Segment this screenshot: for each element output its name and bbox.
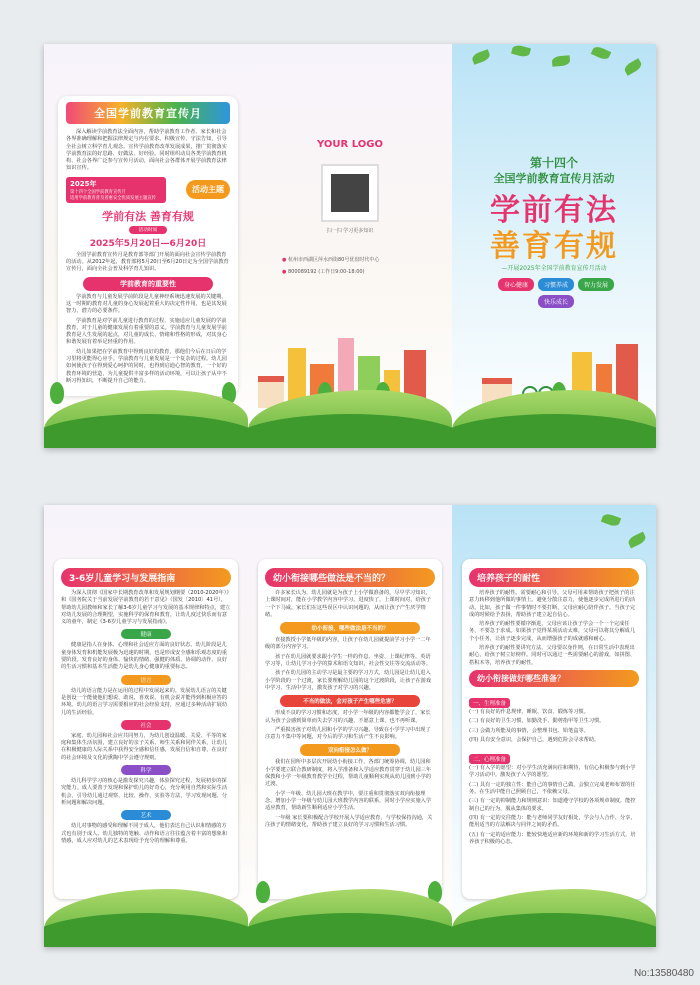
tag-health: 身心健康 bbox=[498, 278, 534, 291]
transition-text-2: 孩子在幼儿园就要求跟小学生一样的作息、坐姿、上课纪律等。英语学习等，让幼儿学习小学的算术和语文知识，社会性交往等交流活动等。 bbox=[265, 653, 432, 668]
inner-middle-panel bbox=[248, 505, 452, 947]
cover-subtitle: —开展2025年全国学前教育宣传月活动 bbox=[501, 265, 607, 272]
transition-text-8: 一年级 家长要积极配合学校开展入学适应教育，与学校保持沟通，关注孩子的情绪变化，帮助孩子建立良好的学习习惯和生活习惯。 bbox=[265, 814, 433, 828]
importance-paragraph-3: 幼儿如果把在学前教育中得到良好的教育，那他们今后在日后的学习里将更能得心应手。学前教育与儿童发展是一个复杂的过程。幼儿园如何使孩子在得到爱心呵护的同时，也得到启迪心智的教育，一个好的教育环境的营造，为儿童提供丰富多样的活动环境，可以让孩子从中不断习得知识，不断提升自己的能力。 bbox=[66, 348, 227, 384]
section-text-health: 健康是指人在身体、心理和社会适应方面的良好状态。幼儿阶段是儿童身体发育和机能发展极为迅速的时期，也是形成安全感和乐观态度的重要阶段。发育良好的身体、愉快的情绪、强健的体质、协调的动作、良好的生活习惯和基本生活能力是幼儿身心健康的重要标志。 bbox=[61, 642, 228, 671]
importance-paragraph-2: 学前教育是对学前儿童进行教育的过程，实施适应儿童发展的学前教育，对于儿童的健康发展有着重要的意义。学前教育与儿童发展学前教育是人生发展的起点，对儿童的成长、情绪和性格的形成，对其身心和谐发展有着举足轻重的作用。 bbox=[66, 317, 227, 346]
brochure-inner-side bbox=[44, 505, 656, 947]
slogan: 学前有法 善育有规 bbox=[102, 209, 194, 223]
section-label-social: 社会 bbox=[121, 720, 171, 730]
qr-code bbox=[321, 164, 379, 222]
section-text-language: 幼儿的语言能力是在运用的过程中发展起来的。发展幼儿语言的关键是创设一个能使他们想说、敢说、喜欢说、有机会说并能得到积极应答的环境。幼儿的语言学习需要相应的社会经验支持，应通过多种活动扩展幼儿的生活经验。 bbox=[61, 687, 228, 716]
leaf-decoration bbox=[591, 45, 612, 62]
location-icon: ● bbox=[282, 257, 287, 263]
cover-line1: 第十四个 bbox=[529, 156, 578, 170]
grass-hill bbox=[44, 913, 248, 947]
qr-caption: 扫一扫 学习更多知识 bbox=[326, 228, 374, 234]
tree bbox=[50, 382, 64, 404]
guide-intro: 为深入贯彻《国家中长期教育改革和发展规划纲要（2010-2020年）》和《国务院关于当前发展学前教育的若干意见》（国发〔2010〕41号），帮助幼儿园教师和家长了解3-6岁儿童学习与发展的基本规律和特点，建立对幼儿发展的合理期望，实施科学的保育和教育，让幼儿度过快乐而有意义的童年，制定《3-6岁儿童学习与发展指南》。 bbox=[61, 590, 231, 626]
patience-text-1: 培养孩子的耐性。需要耐心和引导。父母可用来帮助孩子把孩子的注意力转移到他所做的事情上。避免分散注意力，使他逐步完成所进行的活动。比如，孩子做一件事情时不要打断，父母应耐心陪伴孩子。当孩子完成的时候给予表扬，帮助孩子建立起自信心。 bbox=[469, 590, 636, 618]
brochure-outer-side bbox=[44, 44, 656, 448]
leaf-decoration bbox=[471, 49, 491, 65]
cover-big-title-2: 善育有规 bbox=[490, 229, 618, 264]
mental-prep-label: 二、心理准备 bbox=[469, 754, 510, 764]
leaf-decoration bbox=[623, 58, 644, 76]
leaf-decoration bbox=[552, 55, 571, 67]
inner-right-panel bbox=[452, 505, 656, 947]
transition-text-7: 小学一年级、幼儿园大班在教学中，要注重和贯彻落实双向衔接理念，增加小学一年级与幼儿园大班教学内容的联系，同时小学应实施入学适应教育，帮助新生顺利适应小学生活。 bbox=[265, 790, 432, 812]
patience-heading: 培养孩子的耐性 bbox=[469, 568, 639, 587]
tag-intelligence: 智力发展 bbox=[578, 278, 614, 291]
transition-text-4: 形成不良的学习习惯和态度，对小学一年级的内容都能学会了，家长认为孩子会感到简单而失去学习的兴趣，不愿意上课，也不再听课。 bbox=[265, 710, 431, 724]
subheading-1: 幼小衔接，哪些做法是不当的？ bbox=[280, 622, 420, 634]
mental-item-2: (二) 具有一定的独立性：能自己的事情自己做，会独立完成老师布置的任务。在生活中能自己照顾自己，不依赖父母。 bbox=[469, 781, 636, 796]
mental-item-1: (一) 有入学的愿望：对小学生活充满向往和期待，有信心积极参与到小学学习活动中。激发孩子入学的愿望。 bbox=[469, 765, 636, 779]
section-text-science: 幼儿科学学习的核心是激发探究兴趣，体验探究过程，发展初步的探究能力。成人要善于发现和保护幼儿的好奇心，充分利用自然和实际生活机会，引导幼儿通过观察、比较、操作、实验等方法，学习发现问题、分析问题和解决问题。 bbox=[61, 778, 228, 806]
cover-line2: 全国学前教育宣传月活动 bbox=[493, 172, 615, 185]
mental-item-4: (四) 有一定的交往能力：能与老师同学友好相处，学会与人合作、分享，能用适当的方法解决与同伴之间的矛盾。 bbox=[469, 814, 636, 829]
year-banner: 2025年 第十四个全国学前教育宣传月 适用学前教育普及普惠安全优质发展主题宣传 bbox=[66, 177, 166, 203]
intro-text: 深入解读学前教育法全面内容，帮助学前教育工作者、家长和社会各界准确理解和把握法律规定与内在要求。积极宣传、守法告知，引导全社会树立科学育儿观念。宣传学前教育改革发展成果，推广贯彻落实学前教育法的好思路、好做法、好经验。同时组织动员各类学前教育机构、社会各界广泛参与宣传月活动，面向社会各群体开展学前教育法律知识宣传。 bbox=[66, 129, 227, 172]
section-label-art: 艺术 bbox=[121, 810, 171, 820]
guide-card bbox=[54, 559, 238, 899]
leaf-decoration bbox=[627, 532, 648, 549]
patience-text-3: 培养孩子的耐性要讲究方法，父母要以身作则，在日常生活中表现出耐心，给孩子树立好榜样。同时可以通过一些需要耐心的游戏，如拼图、搭积木等，培养孩子的耐性。 bbox=[469, 645, 636, 666]
subheading-2: 不当的做法，会对孩子产生哪些危害？ bbox=[280, 695, 420, 707]
physical-item-2: (二) 有良好的卫生习惯，如勤洗手、勤剪指甲等卫生习惯。 bbox=[469, 718, 605, 725]
grass-hill bbox=[248, 414, 452, 448]
patience-card bbox=[462, 559, 646, 899]
tree bbox=[256, 881, 270, 903]
section-text-social: 家庭、幼儿园和社会应共同努力，为幼儿创设温暖、关爱、平等的家庭和集体生活氛围，建立良好的亲子关系、师生关系和同伴关系，让幼儿在积极健康的人际关系中获得安全感和信任感，发展自信和自尊，在良好的社会环境及文化的熏陶中学会遵守规则。 bbox=[61, 732, 228, 761]
campaign-title: 全国学前教育宣传月 bbox=[66, 102, 230, 124]
transition-text-5: 严重损害孩子对幼儿园和小学的学习兴趣，导致在小学学习中出现了注意力不集中等问题，对今后的学习和生活产生不良影响。 bbox=[265, 726, 431, 741]
guide-heading: 3-6岁儿童学习与发展指南 bbox=[61, 568, 231, 587]
tag-habits: 习惯养成 bbox=[538, 278, 574, 291]
section-label-language: 语言 bbox=[121, 675, 171, 685]
transition-intro: 许多家长认为，幼儿园就是为孩子上小学做准备的，尽早学习知识，上课时间对，能在小学教学内容中学习。进度快了，上课时间对，给孩子一个下马威。家长们在这些误区中认识问题的，从而让孩子产生厌学情绪。 bbox=[265, 590, 432, 618]
logo: YOUR LOGO bbox=[317, 139, 383, 150]
transition-card bbox=[258, 559, 442, 899]
cover-panel bbox=[452, 44, 656, 448]
time-tag: 活动时间 bbox=[129, 226, 167, 234]
importance-paragraph-1: 学前教育与儿童发展学前阶段是儿童神经系统迅速发展的关键期，这一时期的教育对儿童的身心发展起着重大的决定性作用，也是其发展智力、潜力的必要条件。 bbox=[66, 293, 227, 315]
section-label-science: 科学 bbox=[121, 765, 171, 775]
inner-left-panel bbox=[44, 505, 248, 947]
grass-hill bbox=[44, 414, 248, 448]
transition-text-3: 孩子在幼儿园的主动学习是最主要的学习方式，幼儿园是让幼儿进入小学阶段的一个过渡，家长要理解幼儿园的这个过渡阶段，让孩子在游戏中学习、生活中学习，激发孩子对学习的兴趣。 bbox=[265, 670, 432, 691]
mental-item-3: (三) 有一定的抑制能力和规则意识：知道遵守学校的各项规章制度，能控制自己的行为，服从集体的要求。 bbox=[469, 798, 636, 812]
physical-prep-label: 一、生理准备 bbox=[469, 698, 510, 708]
theme-label: 活动主题 bbox=[186, 180, 230, 199]
address: 杭州市西湖区萍水西街80号优盘时代中心 bbox=[287, 257, 380, 263]
address-row bbox=[282, 256, 379, 263]
outer-middle-panel bbox=[248, 44, 452, 448]
transition-heading: 幼小衔接哪些做法是不当的？ bbox=[265, 568, 435, 587]
tag-happy: 快乐成长 bbox=[538, 295, 574, 308]
date-range: 2025年5月20日—6月20日 bbox=[89, 238, 207, 249]
outer-left-panel bbox=[44, 44, 248, 448]
phone: 800089192 (工作日9:00-18:00) bbox=[287, 269, 365, 275]
mental-item-5: (五) 有一定的适应能力：能较快地适应新的环境和新的学习生活方式，培养孩子积极的心态。 bbox=[469, 831, 636, 845]
leaf-decoration bbox=[601, 512, 621, 528]
watermark-id: No:13580480 bbox=[633, 968, 694, 979]
physical-item-1: (一) 有良好的作息规律，睡眠、饮食、锻炼等习惯。 bbox=[469, 708, 589, 715]
grass-hill bbox=[452, 414, 656, 448]
phone-icon: ● bbox=[282, 269, 287, 275]
phone-row bbox=[282, 268, 379, 275]
section-title: 学前教育的重要性 bbox=[83, 277, 213, 291]
physical-item-3: (三) 会做力所能及的事情，会整理书包、铅笔盒等。 bbox=[469, 727, 589, 734]
transition-text-1: 直接教授小学低年级的内容，让孩子在幼儿园就提前学习小学一二年级的部分内容学习。 bbox=[265, 637, 431, 651]
patience-text-2: 培养孩子的耐性要循序渐进，父母应该让孩子学会一个一个完成任务，不要急于求成。如果孩子觉得某项活动太难，父母可以将其分解成几个小任务，让孩子逐步完成，从而增强孩子的成就感和耐心。 bbox=[469, 621, 636, 642]
physical-item-4: (四) 具有安全意识，会保护自己，遇到危险会寻求帮助。 bbox=[469, 736, 600, 743]
leaf-decoration bbox=[511, 44, 531, 58]
date-paragraph: 全国学前教育宣传月是教育部等部门开展的面向社会宣传学前教育的活动。从2012年起，教育部将5月20日至6月20日定为全国学前教育宣传月，面向全社会普及科学育儿知识。 bbox=[66, 251, 229, 273]
grass-hill bbox=[248, 913, 452, 947]
subheading-3: 双向衔接怎么做？ bbox=[300, 744, 400, 756]
grass-hill bbox=[452, 913, 656, 947]
section-text-art: 幼儿对事物的感受和理解不同于成人，他们表达自己认识和情感的方式也有别于成人。幼儿独特的笔触、动作和语言往往蕴含着丰富的想象和情感，成人应对幼儿的艺术表现给予充分的理解和尊重。 bbox=[61, 823, 228, 844]
section-label-health: 健康 bbox=[121, 629, 171, 639]
cover-big-title-1: 学前有法 bbox=[490, 193, 618, 228]
transition-text-6: 我们在园所中多层次开展幼小衔接工作，各部门统筹协调，幼儿园和小学要建立联合教研制度，将入学准备和入学适应教育贯穿于幼儿园三年保教和小学一年级教育教学全过程，帮助儿童顺利实现从幼儿园到小学的过渡。 bbox=[265, 759, 432, 788]
preparation-heading: 幼小衔接做好哪些准备？ bbox=[469, 670, 639, 687]
